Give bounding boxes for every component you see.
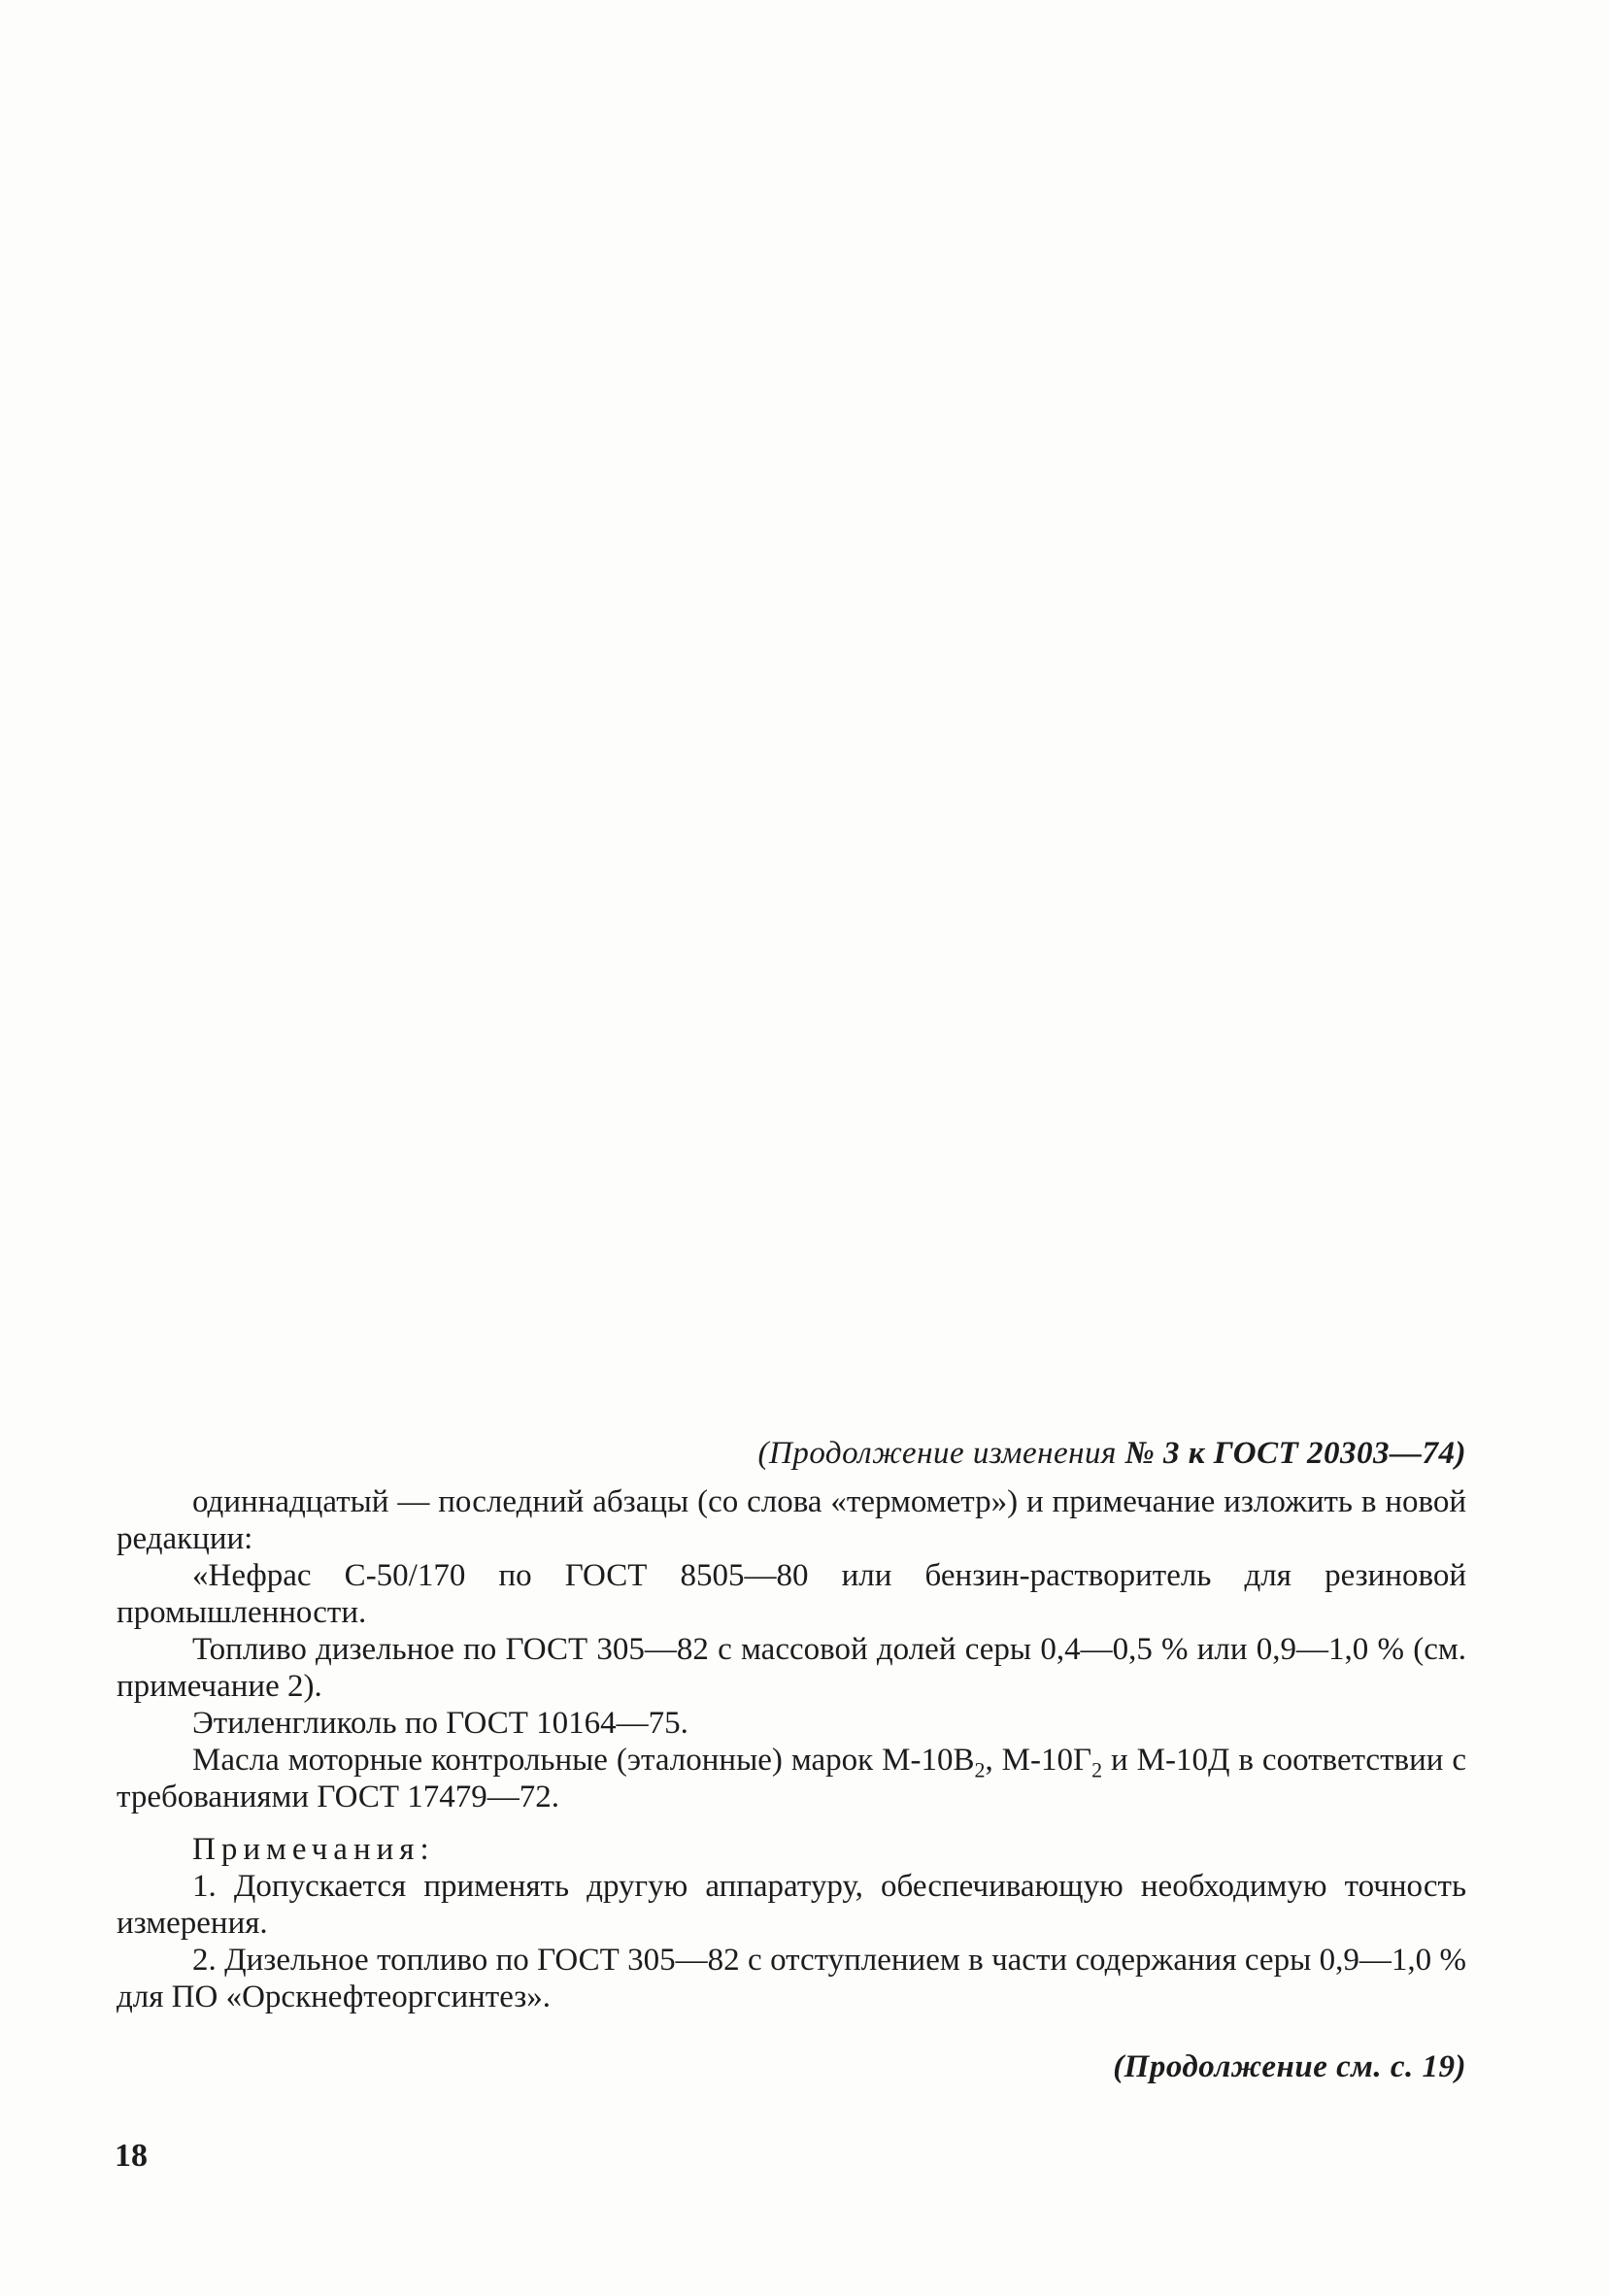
paragraph-3: Топливо дизельное по ГОСТ 305—82 с массовой долей серы 0,4—0,5 % или 0,9—1,0 % (см. примечание 2). bbox=[117, 1632, 1466, 1704]
paragraph-2: «Нефрас С-50/170 по ГОСТ 8505—80 или бензин-растворитель для резиновой промышленности. bbox=[117, 1558, 1466, 1630]
paragraph-oils bbox=[117, 1742, 1466, 1815]
oils-text-part3: и М-10Д в соответствии с требованиями ГОСТ 17479—72. bbox=[117, 1743, 1466, 1814]
header-number: № 3 к ГОСТ 20303—74) bbox=[1124, 1436, 1466, 1471]
text-block bbox=[117, 1435, 1466, 2085]
paragraph-1: одиннадцатый — последний абзацы (со слова «термометр») и примечание изложить в новой редакции: bbox=[117, 1484, 1466, 1556]
oils-text-part1: Масла моторные контрольные (эталонные) марок М-10В bbox=[192, 1743, 975, 1778]
continuation-footer: (Продолжение см. с. 19) bbox=[1113, 2049, 1466, 2084]
continuation-header bbox=[117, 1435, 1466, 1472]
header-prefix: (Продолжение изменения bbox=[757, 1436, 1125, 1471]
oils-subscript-1: 2 bbox=[974, 1757, 986, 1782]
page-number: 18 bbox=[115, 2138, 148, 2174]
note-2: 2. Дизельное топливо по ГОСТ 305—82 с отступлением в части содержания серы 0,9—1,0 % для ПО «Орскнефтеоргсинтез». bbox=[117, 1943, 1466, 2014]
oils-text-part2: , М-10Г bbox=[985, 1743, 1092, 1778]
oils-subscript-2: 2 bbox=[1091, 1757, 1103, 1782]
note-1: 1. Допускается применять другую аппаратуру, обеспечивающую необходимую точность измерения. bbox=[117, 1869, 1466, 1941]
notes-heading: Примечания: bbox=[192, 1832, 435, 1867]
paragraph-4: Этиленгликоль по ГОСТ 10164—75. bbox=[192, 1706, 688, 1741]
